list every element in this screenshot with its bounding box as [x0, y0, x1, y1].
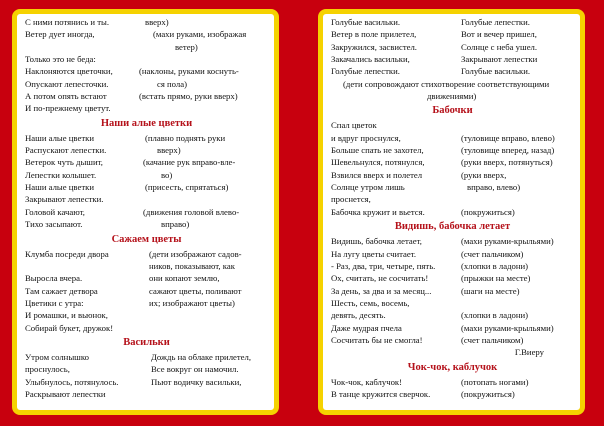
verse-text: Выросла вчера.	[25, 273, 83, 284]
verse-text: Даже мудрая пчела	[331, 322, 402, 333]
verse-line	[25, 41, 268, 53]
verse-line	[25, 272, 268, 284]
movement-instruction: (дети изображают садов-	[149, 248, 242, 259]
verse-line	[331, 132, 574, 144]
verse-text: Закрывают лепестки.	[25, 194, 104, 205]
verse-text: Больше спать не захотел,	[331, 145, 424, 156]
verse-line	[331, 65, 574, 77]
verse-text: Закачались васильки,	[331, 54, 410, 65]
author-name: Г.Виеру	[514, 347, 544, 358]
verse-text: Клумба посреди двора	[25, 248, 109, 259]
verse-text: движениями)	[427, 91, 477, 102]
verse-text: Головой качают,	[25, 206, 85, 217]
verse-text: В танце кружится сверчок.	[331, 388, 431, 399]
author-line	[331, 346, 574, 358]
verse-line	[25, 285, 268, 297]
verse-line	[331, 181, 574, 193]
movement-instruction: (присесть, спрятаться)	[145, 182, 229, 193]
verse-line	[25, 309, 268, 321]
verse-line	[331, 297, 574, 309]
verse-text: Ох, считать, не сосчитать!	[331, 273, 429, 284]
verse-line	[331, 169, 574, 181]
verse-line	[25, 260, 268, 272]
movement-instruction: (движения головой влево-	[143, 206, 240, 217]
verse-text: Только это не беда:	[25, 54, 96, 65]
left-card	[12, 9, 279, 415]
verse-text: (дети сопровождают стихотворение соответствующими	[343, 78, 550, 89]
verse-line	[25, 193, 268, 205]
verse-line	[25, 297, 268, 309]
movement-instruction: Пьют водичку васильки,	[151, 376, 242, 387]
verse-line	[25, 16, 268, 28]
section-title: Васильки	[123, 336, 170, 348]
verse-line	[25, 78, 268, 90]
verse-text: проснется,	[331, 194, 371, 205]
section-title: Наши алые цветки	[100, 117, 193, 129]
movement-instruction: Голубые лепестки.	[461, 17, 530, 27]
movement-instruction: (хлопки в ладони)	[461, 260, 529, 271]
movement-instruction: (встать прямо, руки вверх)	[139, 91, 238, 102]
movement-instruction: Дождь на облаке прилетел,	[151, 351, 252, 362]
verse-text: Шесть, семь, восемь,	[331, 297, 410, 308]
movement-instruction: вправо)	[161, 219, 190, 230]
verse-line	[331, 90, 574, 102]
verse-line	[25, 28, 268, 40]
section-title: Бабочки	[432, 105, 473, 117]
section-title: Сажаем цветы	[111, 233, 182, 245]
verse-text: Распускают лепестки.	[25, 145, 107, 156]
verse-line	[331, 193, 574, 205]
verse-text: Наши алые цветки	[25, 132, 94, 143]
verse-line	[331, 260, 574, 272]
verse-line	[331, 235, 574, 247]
verse-text: девять, десять.	[331, 310, 386, 321]
verse-line	[25, 248, 268, 260]
verse-line	[331, 144, 574, 156]
verse-text: Ветер дует иногда,	[25, 29, 95, 40]
verse-line	[25, 351, 268, 363]
verse-text: Собирай букет, дружок!	[25, 322, 114, 333]
verse-text: Тихо засыпают.	[25, 219, 83, 230]
verse-text: Улыбнулось, потянулось.	[25, 376, 119, 387]
verse-line	[331, 388, 574, 400]
verse-text: Ветер в поле прилетел,	[331, 29, 417, 40]
verse-text: проснулось,	[25, 364, 70, 375]
right-card	[318, 9, 585, 415]
verse-text: Там сажает детвора	[25, 285, 98, 296]
verse-line	[25, 156, 268, 168]
verse-text: Голубые васильки.	[331, 17, 401, 27]
movement-instruction: (покружиться)	[461, 206, 515, 217]
movement-instruction: Солнце с неба ушел.	[461, 41, 538, 52]
verse-line	[331, 272, 574, 284]
verse-line	[25, 53, 268, 65]
movement-instruction: (туловище вправо, влево)	[461, 132, 555, 143]
movement-instruction: (махи руками-крыльями)	[461, 236, 554, 247]
movement-instruction: Все вокруг он намочил.	[151, 364, 239, 375]
movement-instruction: Голубые васильки.	[461, 66, 531, 77]
verse-text: - Раз, два, три, четыре, пять.	[331, 260, 436, 271]
verse-text: А потом опять встают	[25, 91, 107, 102]
verse-text: С ними потянись и ты.	[25, 17, 110, 27]
movement-instruction: вправо, влево)	[467, 182, 521, 193]
verse-text: Утром солнышко	[25, 351, 89, 362]
verse-text: И по-прежнему цветут.	[25, 103, 111, 114]
verse-line	[25, 65, 268, 77]
movement-instruction: (махи руками-крыльями)	[461, 322, 554, 333]
verse-line	[331, 285, 574, 297]
verse-line	[25, 376, 268, 388]
verse-text: Ветерок чуть дышит,	[25, 157, 103, 168]
section-title: Чок-чок, каблучок	[407, 361, 498, 373]
verse-text: Чок-чок, каблучок!	[331, 376, 403, 387]
verse-text: Цветики с утра:	[25, 297, 84, 308]
movement-instruction: (счет пальчиком)	[461, 248, 524, 259]
movement-instruction: (покружиться)	[461, 388, 515, 399]
verse-line	[25, 322, 268, 334]
movement-instruction: (руки вверх, потянуться)	[461, 157, 553, 168]
verse-line	[331, 156, 574, 168]
movement-instruction: (хлопки в ладони)	[461, 310, 529, 321]
verse-text: И ромашки, и вьюнок,	[25, 310, 108, 321]
movement-instruction: вверх)	[145, 17, 169, 27]
verse-line	[331, 376, 574, 388]
verse-line	[25, 181, 268, 193]
verse-line	[331, 16, 574, 28]
verse-text: За день, за два и за месяц...	[331, 285, 432, 296]
verse-text: Шевельнулся, потянулся,	[331, 157, 425, 168]
movement-instruction: (качание рук вправо-вле-	[143, 157, 236, 168]
movement-instruction: их; изображают цветы)	[149, 297, 235, 308]
verse-line	[331, 119, 574, 131]
verse-text: Сосчитать бы не смогла!	[331, 334, 423, 345]
verse-text: Видишь, бабочка летает,	[331, 236, 422, 247]
verse-line	[331, 206, 574, 218]
verse-text: Раскрывают лепестки	[25, 388, 106, 399]
verse-line	[25, 206, 268, 218]
verse-text: Спал цветок	[331, 120, 377, 131]
verse-line	[25, 169, 268, 181]
verse-line	[331, 78, 574, 90]
movement-instruction: вверх)	[157, 145, 181, 156]
movement-instruction: (шаги на месте)	[461, 285, 520, 296]
verse-line	[25, 218, 268, 230]
verse-line	[331, 53, 574, 65]
verse-text: Лепестки колышет.	[25, 169, 97, 180]
verse-line	[331, 322, 574, 334]
verse-line	[25, 144, 268, 156]
section-title: Видишь, бабочка летает	[394, 221, 511, 233]
verse-text: и вдруг проснулся,	[331, 132, 401, 143]
verse-line	[25, 132, 268, 144]
movement-instruction: во)	[161, 169, 173, 180]
movement-instruction: ся пола)	[157, 78, 187, 89]
verse-line	[25, 388, 268, 400]
verse-text: Голубые лепестки.	[331, 66, 400, 77]
movement-instruction: они копают землю,	[149, 273, 220, 284]
verse-text: Закружился, засвистел.	[331, 41, 417, 52]
movement-instruction: (махи руками, изображая	[153, 29, 247, 40]
movement-instruction: (счет пальчиком)	[461, 334, 524, 345]
verse-line	[331, 334, 574, 346]
verse-text: Опускают лепесточки.	[25, 78, 109, 89]
verse-line	[331, 28, 574, 40]
movement-instruction: сажают цветы, поливают	[149, 285, 242, 296]
verse-text: Наклоняются цветочки,	[25, 66, 113, 77]
movement-instruction: ветер)	[175, 41, 198, 52]
verse-text: Наши алые цветки	[25, 182, 94, 193]
verse-line	[331, 309, 574, 321]
verse-text: Взвился вверх и полетел	[331, 169, 423, 180]
movement-instruction: Закрывают лепестки	[461, 54, 538, 65]
verse-text: Бабочка кружит и вьется.	[331, 206, 425, 217]
movement-instruction: (руки вверх,	[461, 169, 507, 180]
verse-line	[25, 90, 268, 102]
movement-instruction: ников, показывают, как	[149, 260, 235, 271]
verse-line	[25, 102, 268, 114]
verse-line	[331, 248, 574, 260]
movement-instruction: (плавно поднять руки	[145, 132, 226, 143]
movement-instruction: (наклоны, руками коснуть-	[139, 66, 239, 77]
movement-instruction: (потопать ногами)	[461, 376, 529, 387]
verse-text: На лугу цветы считает.	[331, 248, 417, 259]
verse-line	[331, 41, 574, 53]
verse-text: Солнце утром лишь	[331, 182, 405, 193]
movement-instruction: Вот и вечер пришел,	[461, 29, 537, 40]
verse-line	[25, 363, 268, 375]
movement-instruction: (туловище вперед, назад)	[461, 145, 555, 156]
movement-instruction: (прыжки на месте)	[461, 273, 531, 284]
